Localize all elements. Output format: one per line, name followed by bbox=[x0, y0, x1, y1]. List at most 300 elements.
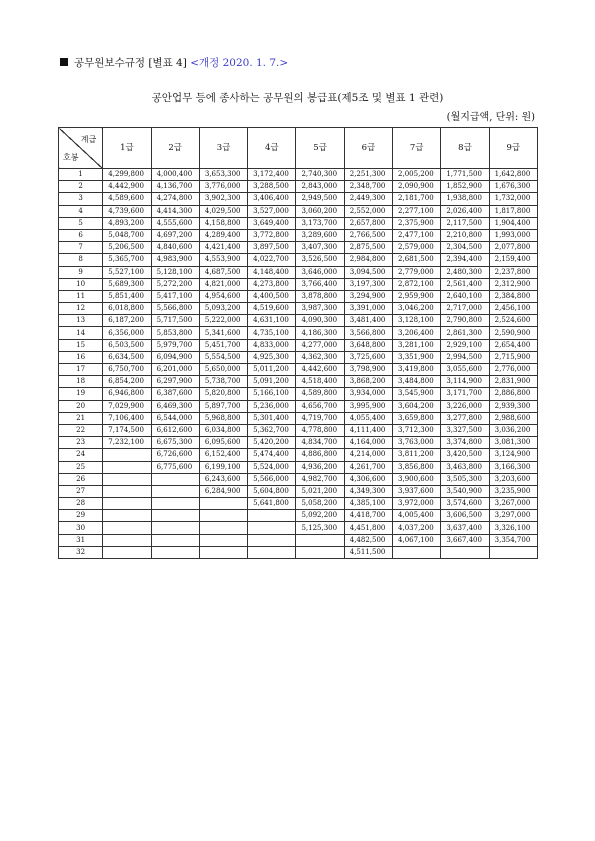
salary-cell bbox=[489, 546, 537, 558]
salary-cell: 4,164,000 bbox=[344, 437, 392, 449]
salary-cell: 2,181,700 bbox=[393, 193, 441, 205]
salary-cell: 2,552,000 bbox=[344, 205, 392, 217]
salary-cell: 5,554,500 bbox=[199, 351, 247, 363]
table-row bbox=[59, 229, 538, 241]
regulation-title: 공무원보수규정 [별표 4] bbox=[74, 57, 187, 69]
salary-cell: 3,419,800 bbox=[393, 364, 441, 376]
step-cell: 25 bbox=[59, 461, 103, 473]
salary-cell: 1,938,800 bbox=[441, 193, 489, 205]
salary-cell: 4,442,900 bbox=[103, 181, 151, 193]
salary-cell: 3,288,500 bbox=[248, 181, 296, 193]
salary-cell: 3,407,300 bbox=[296, 242, 344, 254]
salary-cell: 4,362,300 bbox=[296, 351, 344, 363]
salary-cell: 3,094,500 bbox=[344, 266, 392, 278]
salary-cell: 3,897,500 bbox=[248, 242, 296, 254]
salary-cell: 3,055,600 bbox=[441, 364, 489, 376]
salary-cell: 4,511,500 bbox=[344, 546, 392, 558]
salary-cell: 4,090,300 bbox=[296, 315, 344, 327]
salary-cell: 3,902,300 bbox=[199, 193, 247, 205]
salary-cell: 7,232,100 bbox=[103, 437, 151, 449]
grade-header: 1급 bbox=[103, 128, 151, 169]
salary-cell: 5,417,100 bbox=[151, 290, 199, 302]
step-cell: 16 bbox=[59, 351, 103, 363]
step-axis-label: 호봉 bbox=[63, 153, 79, 162]
salary-cell: 5,650,000 bbox=[199, 364, 247, 376]
salary-cell: 3,878,800 bbox=[296, 290, 344, 302]
salary-cell: 5,206,500 bbox=[103, 242, 151, 254]
step-cell: 22 bbox=[59, 424, 103, 436]
salary-cell bbox=[296, 546, 344, 558]
salary-cell: 2,077,800 bbox=[489, 242, 537, 254]
salary-cell: 3,606,500 bbox=[441, 510, 489, 522]
salary-cell: 2,375,900 bbox=[393, 217, 441, 229]
salary-cell: 3,481,400 bbox=[344, 315, 392, 327]
salary-cell: 3,294,900 bbox=[344, 290, 392, 302]
salary-cell: 3,172,400 bbox=[248, 169, 296, 181]
salary-cell bbox=[103, 534, 151, 546]
grade-header: 4급 bbox=[248, 128, 296, 169]
salary-cell: 3,046,200 bbox=[393, 303, 441, 315]
step-cell: 3 bbox=[59, 193, 103, 205]
salary-cell: 2,590,900 bbox=[489, 327, 537, 339]
table-row bbox=[59, 388, 538, 400]
salary-cell: 5,166,100 bbox=[248, 388, 296, 400]
step-cell: 11 bbox=[59, 290, 103, 302]
salary-cell: 3,128,100 bbox=[393, 315, 441, 327]
salary-cell: 3,646,000 bbox=[296, 266, 344, 278]
step-cell: 23 bbox=[59, 437, 103, 449]
salary-cell: 3,197,300 bbox=[344, 278, 392, 290]
salary-cell: 7,106,400 bbox=[103, 412, 151, 424]
salary-cell: 6,201,000 bbox=[151, 364, 199, 376]
salary-cell: 5,979,700 bbox=[151, 339, 199, 351]
salary-cell: 2,872,100 bbox=[393, 278, 441, 290]
salary-cell: 2,681,500 bbox=[393, 254, 441, 266]
salary-cell: 1,904,400 bbox=[489, 217, 537, 229]
salary-cell bbox=[103, 522, 151, 534]
salary-cell: 3,289,600 bbox=[296, 229, 344, 241]
table-row bbox=[59, 339, 538, 351]
salary-cell: 1,817,800 bbox=[489, 205, 537, 217]
salary-cell: 2,277,100 bbox=[393, 205, 441, 217]
grade-header: 6급 bbox=[344, 128, 392, 169]
salary-cell: 4,821,000 bbox=[199, 278, 247, 290]
salary-cell: 5,717,500 bbox=[151, 315, 199, 327]
salary-cell: 3,934,000 bbox=[344, 388, 392, 400]
salary-cell: 3,972,000 bbox=[393, 498, 441, 510]
salary-cell: 2,939,300 bbox=[489, 400, 537, 412]
salary-cell: 4,982,700 bbox=[296, 473, 344, 485]
salary-cell bbox=[151, 510, 199, 522]
salary-cell: 6,503,500 bbox=[103, 339, 151, 351]
step-cell: 1 bbox=[59, 169, 103, 181]
salary-cell: 2,790,800 bbox=[441, 315, 489, 327]
salary-cell: 3,900,600 bbox=[393, 473, 441, 485]
salary-cell: 3,036,200 bbox=[489, 424, 537, 436]
salary-cell: 4,893,200 bbox=[103, 217, 151, 229]
salary-cell: 3,114,900 bbox=[441, 376, 489, 388]
salary-cell: 3,527,000 bbox=[248, 205, 296, 217]
salary-cell: 5,128,100 bbox=[151, 266, 199, 278]
salary-cell bbox=[103, 473, 151, 485]
salary-cell: 3,604,200 bbox=[393, 400, 441, 412]
salary-cell: 5,604,800 bbox=[248, 485, 296, 497]
salary-cell: 4,719,700 bbox=[296, 412, 344, 424]
salary-cell: 2,875,500 bbox=[344, 242, 392, 254]
salary-cell: 6,152,400 bbox=[199, 449, 247, 461]
salary-cell: 6,612,600 bbox=[151, 424, 199, 436]
salary-cell: 1,993,000 bbox=[489, 229, 537, 241]
salary-cell: 1,642,800 bbox=[489, 169, 537, 181]
salary-cell: 3,166,300 bbox=[489, 461, 537, 473]
salary-cell: 3,811,200 bbox=[393, 449, 441, 461]
salary-cell: 2,831,900 bbox=[489, 376, 537, 388]
salary-cell bbox=[151, 546, 199, 558]
salary-cell bbox=[103, 485, 151, 497]
salary-cell: 5,689,300 bbox=[103, 278, 151, 290]
salary-cell: 2,449,300 bbox=[344, 193, 392, 205]
table-row bbox=[59, 376, 538, 388]
step-cell: 4 bbox=[59, 205, 103, 217]
salary-cell: 3,649,400 bbox=[248, 217, 296, 229]
salary-cell: 4,289,400 bbox=[199, 229, 247, 241]
salary-cell bbox=[151, 485, 199, 497]
salary-cell: 4,421,400 bbox=[199, 242, 247, 254]
step-cell: 24 bbox=[59, 449, 103, 461]
table-row bbox=[59, 412, 538, 424]
salary-cell: 3,281,100 bbox=[393, 339, 441, 351]
salary-cell: 2,949,500 bbox=[296, 193, 344, 205]
salary-cell: 4,349,300 bbox=[344, 485, 392, 497]
step-cell: 31 bbox=[59, 534, 103, 546]
salary-cell: 4,055,400 bbox=[344, 412, 392, 424]
salary-cell: 5,566,000 bbox=[248, 473, 296, 485]
salary-cell: 5,474,400 bbox=[248, 449, 296, 461]
salary-cell: 3,463,800 bbox=[441, 461, 489, 473]
salary-cell: 5,236,000 bbox=[248, 400, 296, 412]
table-row bbox=[59, 303, 538, 315]
salary-cell: 4,148,400 bbox=[248, 266, 296, 278]
step-cell: 9 bbox=[59, 266, 103, 278]
salary-cell: 4,136,700 bbox=[151, 181, 199, 193]
salary-cell: 5,451,700 bbox=[199, 339, 247, 351]
salary-cell: 5,301,400 bbox=[248, 412, 296, 424]
salary-cell: 5,641,800 bbox=[248, 498, 296, 510]
salary-cell: 3,637,400 bbox=[441, 522, 489, 534]
salary-cell: 5,527,100 bbox=[103, 266, 151, 278]
salary-cell: 2,456,100 bbox=[489, 303, 537, 315]
salary-cell: 1,676,300 bbox=[489, 181, 537, 193]
salary-cell: 1,771,500 bbox=[441, 169, 489, 181]
unit-note: (월지급액, 단위: 원) bbox=[446, 112, 535, 123]
salary-cell: 4,834,700 bbox=[296, 437, 344, 449]
salary-cell: 4,936,200 bbox=[296, 461, 344, 473]
salary-cell: 4,833,000 bbox=[248, 339, 296, 351]
step-cell: 6 bbox=[59, 229, 103, 241]
salary-cell: 4,418,700 bbox=[344, 510, 392, 522]
step-cell: 19 bbox=[59, 388, 103, 400]
salary-cell: 4,029,500 bbox=[199, 205, 247, 217]
salary-cell bbox=[248, 534, 296, 546]
salary-cell: 4,983,900 bbox=[151, 254, 199, 266]
salary-cell bbox=[199, 534, 247, 546]
step-cell: 21 bbox=[59, 412, 103, 424]
salary-cell: 3,566,800 bbox=[344, 327, 392, 339]
salary-cell: 6,387,600 bbox=[151, 388, 199, 400]
salary-cell bbox=[151, 498, 199, 510]
salary-cell: 4,925,300 bbox=[248, 351, 296, 363]
grade-header: 8급 bbox=[441, 128, 489, 169]
salary-cell: 6,356,000 bbox=[103, 327, 151, 339]
salary-cell: 6,634,500 bbox=[103, 351, 151, 363]
table-row bbox=[59, 473, 538, 485]
salary-cell: 4,306,600 bbox=[344, 473, 392, 485]
salary-cell: 4,735,100 bbox=[248, 327, 296, 339]
step-cell: 26 bbox=[59, 473, 103, 485]
salary-cell: 3,574,600 bbox=[441, 498, 489, 510]
corner-cell bbox=[59, 128, 103, 169]
table-body bbox=[59, 169, 538, 559]
salary-cell bbox=[199, 498, 247, 510]
salary-cell: 2,312,900 bbox=[489, 278, 537, 290]
salary-cell: 5,058,200 bbox=[296, 498, 344, 510]
salary-cell: 4,442,600 bbox=[296, 364, 344, 376]
salary-cell: 2,384,800 bbox=[489, 290, 537, 302]
salary-cell: 2,717,000 bbox=[441, 303, 489, 315]
table-row bbox=[59, 485, 538, 497]
salary-cell: 2,561,400 bbox=[441, 278, 489, 290]
salary-cell: 2,251,300 bbox=[344, 169, 392, 181]
salary-cell bbox=[199, 510, 247, 522]
salary-cell bbox=[199, 546, 247, 558]
salary-cell: 3,856,800 bbox=[393, 461, 441, 473]
salary-cell bbox=[103, 546, 151, 558]
salary-cell bbox=[151, 473, 199, 485]
salary-cell: 3,653,300 bbox=[199, 169, 247, 181]
salary-cell: 4,385,100 bbox=[344, 498, 392, 510]
step-cell: 30 bbox=[59, 522, 103, 534]
header-row bbox=[59, 128, 538, 169]
salary-cell: 3,772,800 bbox=[248, 229, 296, 241]
step-cell: 20 bbox=[59, 400, 103, 412]
salary-cell: 3,203,600 bbox=[489, 473, 537, 485]
salary-cell: 5,566,800 bbox=[151, 303, 199, 315]
grade-header: 2급 bbox=[151, 128, 199, 169]
salary-cell: 2,304,500 bbox=[441, 242, 489, 254]
salary-cell: 5,851,400 bbox=[103, 290, 151, 302]
table-row bbox=[59, 510, 538, 522]
step-cell: 2 bbox=[59, 181, 103, 193]
salary-cell: 4,214,000 bbox=[344, 449, 392, 461]
salary-cell: 4,414,300 bbox=[151, 205, 199, 217]
salary-cell: 3,297,000 bbox=[489, 510, 537, 522]
step-cell: 28 bbox=[59, 498, 103, 510]
salary-cell: 3,798,900 bbox=[344, 364, 392, 376]
salary-cell: 4,482,500 bbox=[344, 534, 392, 546]
step-cell: 32 bbox=[59, 546, 103, 558]
salary-cell: 3,267,000 bbox=[489, 498, 537, 510]
salary-cell bbox=[248, 522, 296, 534]
salary-cell bbox=[296, 534, 344, 546]
salary-cell: 4,037,200 bbox=[393, 522, 441, 534]
revision-note: <개정 2020. 1. 7.> bbox=[190, 57, 289, 69]
salary-cell: 4,022,700 bbox=[248, 254, 296, 266]
salary-table bbox=[58, 127, 538, 559]
salary-cell: 5,222,000 bbox=[199, 315, 247, 327]
step-cell: 12 bbox=[59, 303, 103, 315]
salary-cell: 6,544,000 bbox=[151, 412, 199, 424]
salary-cell: 3,235,900 bbox=[489, 485, 537, 497]
salary-cell bbox=[103, 461, 151, 473]
salary-cell: 6,094,900 bbox=[151, 351, 199, 363]
salary-cell: 6,284,900 bbox=[199, 485, 247, 497]
salary-cell: 5,125,300 bbox=[296, 522, 344, 534]
salary-cell: 2,090,900 bbox=[393, 181, 441, 193]
step-cell: 29 bbox=[59, 510, 103, 522]
salary-cell: 6,187,200 bbox=[103, 315, 151, 327]
salary-cell: 4,778,800 bbox=[296, 424, 344, 436]
salary-cell: 3,545,900 bbox=[393, 388, 441, 400]
salary-cell: 5,365,700 bbox=[103, 254, 151, 266]
salary-cell: 2,861,300 bbox=[441, 327, 489, 339]
salary-cell: 3,667,400 bbox=[441, 534, 489, 546]
grade-header: 7급 bbox=[393, 128, 441, 169]
salary-cell: 5,968,800 bbox=[199, 412, 247, 424]
salary-cell: 3,327,500 bbox=[441, 424, 489, 436]
salary-cell: 2,237,800 bbox=[489, 266, 537, 278]
salary-cell: 3,354,700 bbox=[489, 534, 537, 546]
salary-cell: 3,124,900 bbox=[489, 449, 537, 461]
salary-cell: 4,000,400 bbox=[151, 169, 199, 181]
salary-cell: 6,750,700 bbox=[103, 364, 151, 376]
salary-cell: 4,555,600 bbox=[151, 217, 199, 229]
salary-cell: 3,081,300 bbox=[489, 437, 537, 449]
salary-cell: 5,048,700 bbox=[103, 229, 151, 241]
table-row bbox=[59, 534, 538, 546]
salary-cell: 2,159,400 bbox=[489, 254, 537, 266]
salary-cell: 6,095,600 bbox=[199, 437, 247, 449]
salary-cell: 4,519,600 bbox=[248, 303, 296, 315]
table-row bbox=[59, 327, 538, 339]
salary-cell: 4,697,200 bbox=[151, 229, 199, 241]
grade-header: 5급 bbox=[296, 128, 344, 169]
table-row bbox=[59, 217, 538, 229]
table-row bbox=[59, 498, 538, 510]
salary-cell: 3,391,000 bbox=[344, 303, 392, 315]
salary-cell: 5,093,200 bbox=[199, 303, 247, 315]
table-row bbox=[59, 437, 538, 449]
salary-cell: 3,277,800 bbox=[441, 412, 489, 424]
salary-cell: 4,277,000 bbox=[296, 339, 344, 351]
salary-cell: 6,297,900 bbox=[151, 376, 199, 388]
table-row bbox=[59, 266, 538, 278]
salary-cell: 3,776,000 bbox=[199, 181, 247, 193]
step-cell: 13 bbox=[59, 315, 103, 327]
salary-cell bbox=[248, 546, 296, 558]
salary-cell: 2,480,300 bbox=[441, 266, 489, 278]
salary-cell: 3,406,400 bbox=[248, 193, 296, 205]
salary-cell: 2,994,500 bbox=[441, 351, 489, 363]
salary-cell: 4,158,800 bbox=[199, 217, 247, 229]
salary-cell: 2,886,800 bbox=[489, 388, 537, 400]
salary-cell: 4,656,700 bbox=[296, 400, 344, 412]
salary-cell bbox=[103, 449, 151, 461]
salary-cell: 3,351,900 bbox=[393, 351, 441, 363]
table-row bbox=[59, 424, 538, 436]
table-row bbox=[59, 254, 538, 266]
salary-cell: 2,654,400 bbox=[489, 339, 537, 351]
salary-cell: 3,526,500 bbox=[296, 254, 344, 266]
salary-cell: 7,029,900 bbox=[103, 400, 151, 412]
table-title: 공안업무 등에 종사하는 공무원의 봉급표(제5조 및 별표 1 관련) bbox=[151, 92, 444, 104]
salary-cell bbox=[199, 522, 247, 534]
table-row bbox=[59, 461, 538, 473]
salary-cell: 2,394,400 bbox=[441, 254, 489, 266]
salary-cell: 5,272,200 bbox=[151, 278, 199, 290]
salary-cell: 5,820,800 bbox=[199, 388, 247, 400]
salary-cell: 3,326,100 bbox=[489, 522, 537, 534]
salary-cell bbox=[393, 546, 441, 558]
table-row bbox=[59, 278, 538, 290]
salary-cell: 3,987,300 bbox=[296, 303, 344, 315]
table-row bbox=[59, 449, 538, 461]
table-row bbox=[59, 193, 538, 205]
step-cell: 14 bbox=[59, 327, 103, 339]
salary-cell: 4,186,300 bbox=[296, 327, 344, 339]
table-row bbox=[59, 290, 538, 302]
table-row bbox=[59, 181, 538, 193]
salary-cell bbox=[151, 534, 199, 546]
salary-cell: 3,712,300 bbox=[393, 424, 441, 436]
table-row bbox=[59, 400, 538, 412]
salary-cell: 6,469,300 bbox=[151, 400, 199, 412]
salary-cell: 4,111,400 bbox=[344, 424, 392, 436]
salary-cell: 5,011,200 bbox=[248, 364, 296, 376]
table-row bbox=[59, 315, 538, 327]
step-cell: 7 bbox=[59, 242, 103, 254]
salary-cell: 5,420,200 bbox=[248, 437, 296, 449]
grade-header: 3급 bbox=[199, 128, 247, 169]
table-row bbox=[59, 364, 538, 376]
document-header bbox=[60, 55, 288, 70]
salary-cell: 3,766,400 bbox=[296, 278, 344, 290]
salary-cell: 4,274,800 bbox=[151, 193, 199, 205]
salary-cell: 4,518,400 bbox=[296, 376, 344, 388]
salary-cell: 2,959,900 bbox=[393, 290, 441, 302]
salary-cell: 5,524,000 bbox=[248, 461, 296, 473]
salary-cell: 3,763,000 bbox=[393, 437, 441, 449]
salary-cell: 5,853,800 bbox=[151, 327, 199, 339]
salary-cell: 6,199,100 bbox=[199, 461, 247, 473]
salary-cell: 3,725,600 bbox=[344, 351, 392, 363]
salary-cell: 6,775,600 bbox=[151, 461, 199, 473]
salary-cell: 2,026,400 bbox=[441, 205, 489, 217]
square-bullet-icon bbox=[60, 58, 68, 66]
salary-cell: 2,929,100 bbox=[441, 339, 489, 351]
salary-cell: 4,739,600 bbox=[103, 205, 151, 217]
salary-cell: 3,173,700 bbox=[296, 217, 344, 229]
table-row bbox=[59, 205, 538, 217]
salary-cell: 4,954,600 bbox=[199, 290, 247, 302]
salary-cell: 2,210,800 bbox=[441, 229, 489, 241]
salary-cell: 4,067,100 bbox=[393, 534, 441, 546]
salary-cell: 3,648,800 bbox=[344, 339, 392, 351]
step-cell: 15 bbox=[59, 339, 103, 351]
salary-cell: 6,726,600 bbox=[151, 449, 199, 461]
table-row bbox=[59, 546, 538, 558]
step-cell: 27 bbox=[59, 485, 103, 497]
salary-cell: 2,005,200 bbox=[393, 169, 441, 181]
